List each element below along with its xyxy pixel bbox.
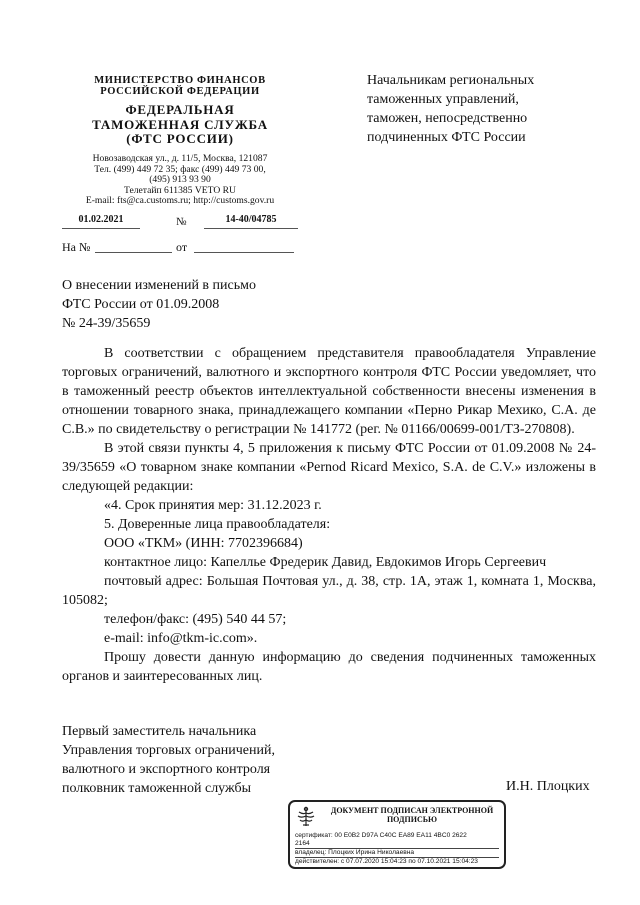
list-line: телефон/факс: (495) 540 44 57; [104, 612, 287, 627]
reply-date-blank [194, 252, 294, 253]
service-name [62, 103, 298, 147]
number-label: № [176, 216, 187, 228]
registration-date: 01.02.2021 [62, 214, 140, 229]
list-line: 5. Доверенные лица правообладателя: [104, 517, 331, 532]
contact-line: (495) 913 93 90 [149, 174, 211, 186]
paragraph: Прошу довести данную информацию до сведения подчиненных таможенных органов и заинтересованных лиц. [62, 650, 596, 684]
contact-line: Новозаводская ул., д. 11/5, Москва, 121087 [92, 153, 268, 164]
service-line: ТАМОЖЕННАЯ СЛУЖБА [92, 116, 268, 132]
contact-line: Тел. (499) 449 72 35; факс (499) 449 73 00, [94, 163, 266, 175]
stamp-owner: владелец: Плоцких Ирина Николаевна [295, 849, 499, 858]
paragraph: почтовый адрес: Большая Почтовая ул., д. 38, стр. 1А, этаж 1, комната 1, Москва, 105082; [62, 574, 596, 608]
position-line: полковник таможенной службы [62, 781, 252, 796]
position-line: валютного и экспортного контроля [62, 762, 271, 777]
position-line: Первый заместитель начальника [62, 724, 257, 739]
list-line: «4. Срок принятия мер: 31.12.2023 г. [104, 498, 322, 513]
list-line: ООО «ТКМ» (ИНН: 7702396684) [104, 536, 303, 551]
stamp-validity: действителен: с 07.07.2020 15:04:23 по 07.10.2021 15:04:23 [295, 858, 478, 865]
reply-number-blank [95, 252, 172, 253]
service-line: ФЕДЕРАЛЬНАЯ [125, 102, 235, 117]
e-signature-stamp [288, 800, 506, 869]
stamp-title-line: ПОДПИСЬЮ [386, 815, 438, 824]
addressee-line: Начальникам региональных [367, 73, 535, 88]
addressee-line: подчиненных ФТС России [367, 130, 526, 145]
addressee-line: таможен, непосредственно [367, 111, 528, 126]
subject-line: О внесении изменений в письмо [62, 278, 256, 293]
emblem-icon [294, 805, 318, 829]
registration-line [62, 214, 298, 234]
subject-line: ФТС России от 01.09.2008 [62, 297, 220, 312]
service-line: (ФТС РОССИИ) [126, 131, 234, 146]
reply-label: На № [62, 240, 91, 254]
signatory-position [62, 722, 362, 798]
subject [62, 276, 322, 333]
stamp-certificate-cont: 2164 [295, 840, 499, 849]
signatory-name: И.Н. Плоцких [506, 779, 590, 794]
ministry-line: РОССИЙСКОЙ ФЕДЕРАЦИИ [100, 86, 260, 97]
stamp-title-line: ДОКУМЕНТ ПОДПИСАН ЭЛЕКТРОННОЙ [330, 806, 494, 815]
list-line: e-mail: info@tkm-ic.com». [104, 631, 258, 646]
list-line: контактное лицо: Капеллье Фредерик Давид, Евдокимов Игорь Сергеевич [104, 555, 547, 570]
stamp-certificate: сертификат: 00 E0B2 D97A C40C EA89 EA11 4BC0 2622 [295, 832, 467, 839]
position-line: Управления торговых ограничений, [62, 743, 275, 758]
from-label: от [176, 240, 188, 254]
addressee-line: таможенных управлений, [367, 92, 519, 107]
reply-reference [62, 240, 298, 258]
ministry-line: МИНИСТЕРСТВО ФИНАНСОВ [94, 75, 266, 86]
stamp-title [322, 806, 502, 824]
contact-info [62, 154, 298, 207]
subject-line: № 24-39/35659 [62, 316, 151, 331]
ministry-name [62, 75, 298, 97]
contact-line: E-mail: fts@ca.customs.ru; http://customs.gov.ru [85, 195, 275, 207]
letter-body [62, 344, 596, 686]
contact-line: Телетайп 611385 VETO RU [124, 184, 236, 196]
addressee [367, 71, 607, 147]
registration-number: 14-40/04785 [204, 214, 298, 229]
paragraph: В этой связи пункты 4, 5 приложения к письму ФТС России от 01.09.2008 № 24-39/35659 «О товарном знаке компании «Pernod Ricard Mexico, S.A. de C.V.» изложены в следующей редакции: [62, 441, 596, 494]
paragraph: В соответствии с обращением представителя правообладателя Управление торговых ограничений, валютного и экспортного контроля ФТС России уведомляет, что в таможенный реестр объектов интеллектуальной собственности внесены изменения в отношении товарного знака, принадлежащего компании «Перно Рикар Мехико, С.А. де С.В.» по свидетельству о регистрации № 141772 (рег. № 01166/00699-001/ТЗ-270808). [62, 346, 596, 437]
